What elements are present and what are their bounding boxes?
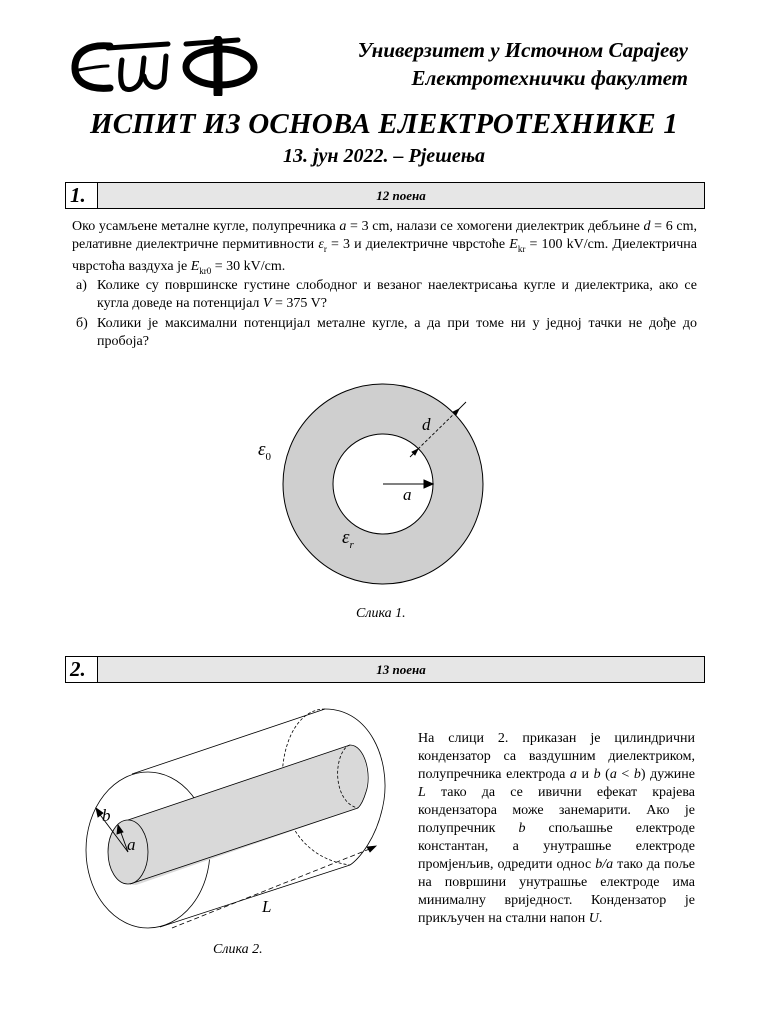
problem-1-header xyxy=(65,182,705,209)
inner-cylinder-body xyxy=(110,745,367,885)
problem-points: 13 поена xyxy=(98,657,704,682)
faculty-name: Електротехнички факултет xyxy=(411,66,688,90)
problem-1-item-b: б) Колики је максимални потенцијал металне кугле, а да при томе ни у једној тачки не дође до пробоја? xyxy=(76,316,697,349)
faculty-logo xyxy=(70,36,265,96)
problem-number: 2. xyxy=(66,657,98,682)
problem-1-item-a: а) Колике су површинске густине слободног и везаног наелектрисања кугле и диелектрика, ако се кугла доведе на потенцијал V = 375 V? xyxy=(76,278,697,311)
figure-2-caption: Слика 2. xyxy=(213,942,263,957)
figure-1-sphere xyxy=(250,375,490,595)
label-eps0: $\varepsilon_0$ xyxy=(258,439,271,463)
label-a: a xyxy=(127,835,136,854)
label-L: L xyxy=(262,897,272,916)
figure-2-cylinder xyxy=(80,700,400,930)
label-d: d xyxy=(422,415,431,434)
label-epsr: $\varepsilon_r$ xyxy=(342,527,354,551)
university-name: Универзитет у Источном Сарајеву xyxy=(357,38,688,62)
figure-1-caption: Слика 1. xyxy=(356,606,406,621)
label-b: b xyxy=(102,806,111,825)
problem-2-header xyxy=(65,656,705,683)
exam-title: ИСПИТ ИЗ ОСНОВА ЕЛЕКТРОТЕХНИКЕ 1 xyxy=(89,108,679,140)
label-a: a xyxy=(403,485,412,504)
problem-points: 12 поена xyxy=(98,183,704,208)
problem-number: 1. xyxy=(66,183,98,208)
exam-date: 13. јун 2022. – Рјешења xyxy=(283,145,485,167)
problem-1-statement: Око усамљене металне кугле, полупречника a = 3 cm, налази се хомогени диелектрик дебљине d = 6 cm, релативне диелектричне пермитивности $\varepsilon_r = 3$ и диелектричне чврстоће $E_{kr} = 100$ kV/cm. Диелектрична чврстоћа ваздуха је $E_{kr0} = 30$ kV/cm. xyxy=(72,219,698,276)
problem-2-statement: На слици 2. приказан је цилиндрични кондензатор са ваздушним диелектриком, полупречника електрода a и b (a < b) дужине L тако да се ивични ефекат крајева кондензатора може занемарити. Ако је полупречник b спољашње електроде константан, а унутрашње електроде промјенљив, одредити однос b/a тако да поље на површини унутрашње електроде има минималну вриједност. Кондензатор је прикључен на стални напон U. xyxy=(418,731,695,926)
